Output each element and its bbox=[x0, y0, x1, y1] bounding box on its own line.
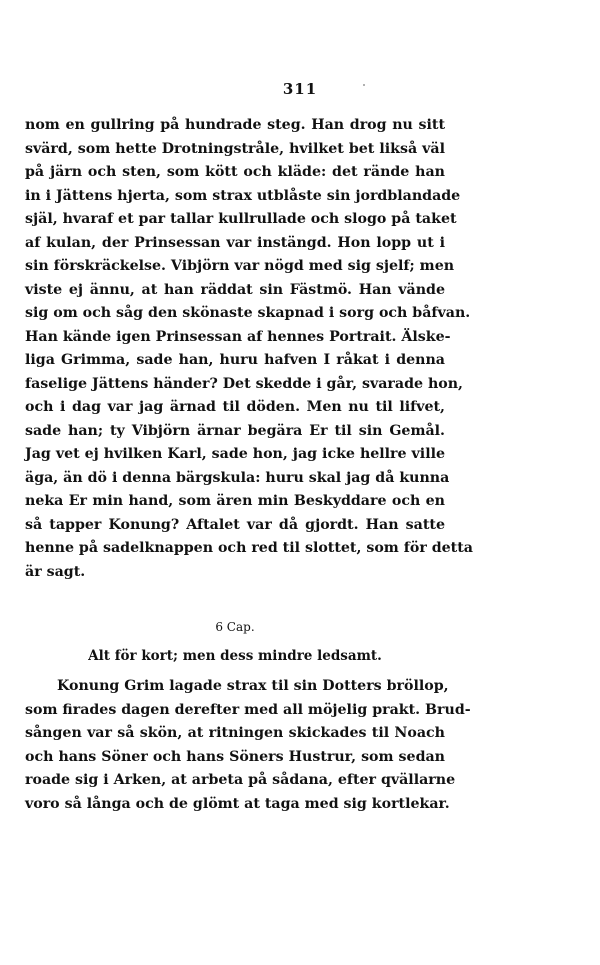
text-line: själ, hvaraf et par tallar kullrullade och slogo på taket bbox=[25, 211, 457, 227]
text-line: sången var så skön, at ritningen skickades til Noach bbox=[25, 725, 445, 741]
text-line: af kulan, der Prinsessan var instängd. Hon lopp ut i bbox=[25, 234, 445, 251]
text-line: sin förskräckelse. Vibjörn var nögd med sig sjelf; men bbox=[25, 258, 455, 274]
paragraph-1 bbox=[25, 114, 473, 584]
text-line: henne på sadelknappen och red til slottet, som för detta bbox=[25, 540, 473, 556]
text-line: faselige Jättens händer? Det skedde i går, svarade hon, bbox=[25, 375, 463, 392]
page-number: 311 bbox=[282, 80, 318, 98]
text-line: så tapper Konung? Aftalet var då gjordt. Han satte bbox=[25, 516, 445, 533]
paragraph-2 bbox=[25, 675, 471, 816]
text-line: svärd, som hette Drotningstråle, hvilket bet likså väl bbox=[25, 140, 445, 157]
text-line: som firades dagen derefter med all möjelig prakt. Brud- bbox=[25, 701, 471, 718]
chapter-number: 6 Cap. bbox=[215, 620, 255, 634]
text-line: in i Jättens hjerta, som strax utblåste sin jordblandade bbox=[25, 187, 461, 204]
text-line: Konung Grim lagade strax til sin Dotters bröllop, bbox=[57, 678, 449, 694]
text-line: voro så långa och de glömt at taga med sig kortlekar. bbox=[25, 795, 450, 812]
text-line: är sagt. bbox=[25, 563, 86, 580]
text-line: och i dag var jag ärnad til döden. Men nu til lifvet, bbox=[25, 399, 445, 415]
chapter-title: Alt för kort; men dess mindre ledsamt. bbox=[88, 648, 382, 664]
text-line: äga, än dö i denna bärgskula: huru skal jag då kunna bbox=[25, 469, 450, 486]
text-line: liga Grimma, sade han, huru hafven I råkat i denna bbox=[25, 352, 445, 368]
text-line: Jag vet ej hvilken Karl, sade hon, jag icke hellre ville bbox=[25, 446, 445, 462]
text-line: roade sig i Arken, at arbeta på sådana, efter qvällarne bbox=[25, 772, 456, 788]
text-line: sig om och såg den skönaste skapnad i sorg och båfvan. bbox=[25, 305, 471, 321]
text-line: nom en gullring på hundrade steg. Han drog nu sitt bbox=[25, 117, 445, 133]
text-line: neka Er min hand, som ären min Beskyddare och en bbox=[25, 493, 445, 509]
text-line: sade han; ty Vibjörn ärnar begära Er til sin Gemål. bbox=[25, 422, 445, 439]
text-line: på järn och sten, som kött och kläde: det rände han bbox=[25, 164, 445, 180]
text-line: och hans Söner och hans Söners Hustrur, som sedan bbox=[25, 748, 445, 765]
text-line: Han kände igen Prinsessan af hennes Portrait. Älske- bbox=[25, 328, 451, 345]
text-line: viste ej ännu, at han räddat sin Fästmö. Han vände bbox=[25, 281, 445, 298]
